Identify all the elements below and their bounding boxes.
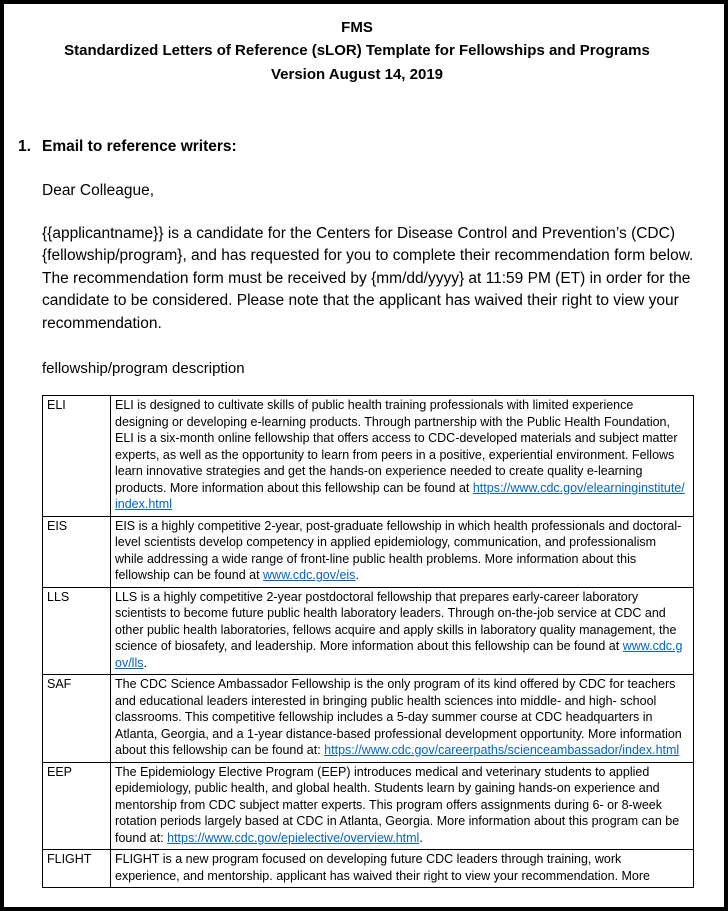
program-code-cell [43, 675, 111, 763]
program-code: ELI [47, 398, 66, 413]
section-heading [18, 138, 696, 156]
document-title-block [18, 16, 696, 86]
program-description-cell [111, 675, 694, 763]
letter-body-paragraph: {{applicantname}} is a candidate for the Centers for Disease Control and Prevention’s (CDC) {fellowship/program}, and has requested for you to complete their recommendation form below. The recommendation form must be received by {mm/dd/yyyy} at 11:59 PM (ET) in order for the candidate to be considered. Please note that the applicant has waived their right to view your recommendation. [42, 224, 694, 332]
program-link[interactable]: https://www.cdc.gov/epielective/overview.html [167, 830, 420, 845]
table-row-flight [43, 850, 694, 888]
document-subtitle: Standardized Letters of Reference (sLOR) Template for Fellowships and Programs [64, 42, 650, 60]
program-description: EIS is a highly competitive 2-year, post-graduate fellowship in which health professionals and doctoral-level scientists develop competency in applied epidemiology, communication, and professionalism while addressing a wide range of front-line public health problems. More information about this fellowship can be found at [115, 518, 682, 583]
program-link[interactable]: www.cdc.gov/lls [115, 639, 683, 670]
program-code: EIS [47, 518, 68, 533]
program-description-after: . [143, 655, 147, 670]
program-description-cell [111, 762, 694, 850]
document-version: Version August 14, 2019 [270, 65, 444, 83]
table-row-lls [43, 587, 694, 675]
program-code: EEP [47, 764, 73, 779]
program-code-cell [43, 762, 111, 850]
table-row-eis [43, 516, 694, 587]
document-title: FMS [341, 19, 373, 36]
program-description: ELI is designed to cultivate skills of public health training professionals with limited experience designing or developing e-learning products. Through partnership with the Public Health Foundation, ELI is a six-month online fellowship that offers access to CDC-developed materials and subject matter experts, as well as the opportunity to learn from peers in a positive, experiential environment. Fellows learn innovative strategies and get the hands-on experience needed to create quality e-learning products. More information about this fellowship can be found at [115, 398, 678, 495]
salutation: Dear Colleague, [42, 181, 155, 199]
table-row-eli [43, 396, 694, 517]
program-description: LLS is a highly competitive 2-year postdoctoral fellowship that prepares early-career laboratory scientists to become future public health laboratory leaders. Through on-the-job service at CDC and other public health laboratories, fellows acquire and apply skills in laboratory quality management, the science of biosafety, and leadership. More information about this fellowship can be found at [115, 589, 677, 654]
table-row-saf [43, 675, 694, 763]
program-description: FLIGHT is a new program focused on developing future CDC leaders through training, work experience, and mentorship. applicant has waived their right to view your recommendation. More [115, 852, 650, 883]
program-code-cell [43, 516, 111, 587]
program-description: The Epidemiology Elective Program (EEP) introduces medical and veterinary students to applied epidemiology, public health, and global health. Students learn by gaining hands-on experience and mentorship from CDC subject matter experts. This program offers assignments during 6- or 8-week rotation periods largely based at CDC in Atlanta, Georgia. More information about this program can be found at: [115, 764, 680, 845]
program-code: SAF [47, 677, 72, 692]
program-table [42, 395, 694, 888]
table-caption: fellowship/program description [42, 360, 245, 378]
program-description-after: . [419, 830, 423, 845]
program-description-cell [111, 516, 694, 587]
program-code: LLS [47, 589, 70, 604]
program-code-cell [43, 587, 111, 675]
program-description-cell [111, 396, 694, 517]
program-description-after: . [355, 568, 359, 583]
section-number: 1. [18, 137, 31, 155]
program-code: FLIGHT [47, 852, 92, 867]
program-link[interactable]: https://www.cdc.gov/careerpaths/scienceambassador/index.html [324, 743, 680, 758]
program-description-cell [111, 587, 694, 675]
program-code-cell [43, 850, 111, 888]
section-title: Email to reference writers: [42, 137, 237, 155]
program-link[interactable]: https://www.cdc.gov/elearninginstitute/index.html [115, 480, 685, 512]
program-link[interactable]: www.cdc.gov/eis [263, 568, 356, 583]
program-description-cell [111, 850, 694, 888]
program-code-cell [43, 396, 111, 517]
letter-content [42, 182, 696, 888]
program-description: The CDC Science Ambassador Fellowship is the only program of its kind offered by CDC for teachers and educational leaders interested in bringing public health sciences into middle- and high- school classrooms. This competitive fellowship includes a 5-day summer course at CDC headquarters in Atlanta, Georgia, and a 1-year distance-based professional development opportunity. More information about this fellowship can be found at: [115, 677, 682, 758]
table-row-eep [43, 762, 694, 850]
